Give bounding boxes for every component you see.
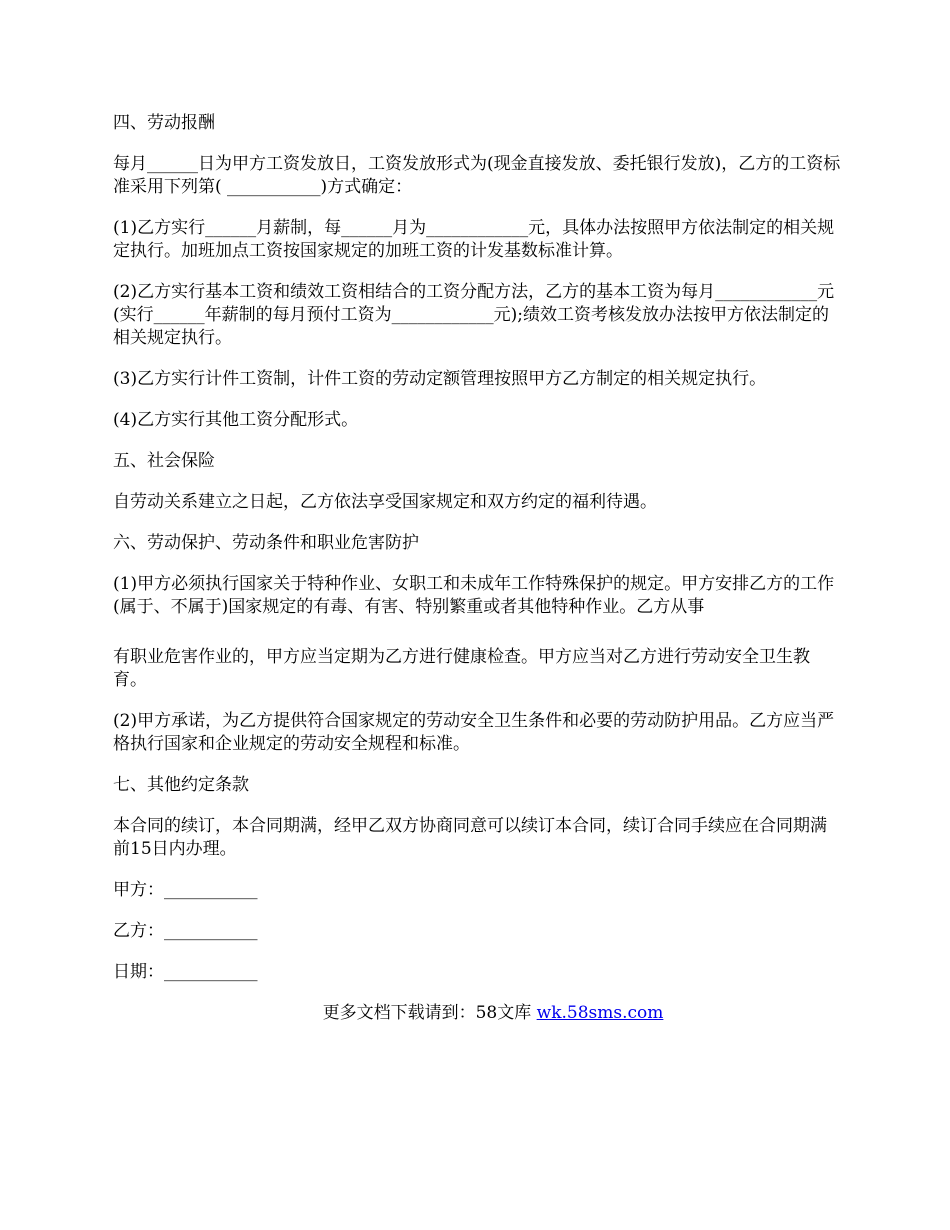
section-5-heading: 五、社会保险 xyxy=(113,451,215,471)
section-5-paragraph-1: 自劳动关系建立之日起，乙方依法享受国家规定和双方约定的福利待遇。 xyxy=(113,492,657,512)
section-4-heading: 四、劳动报酬 xyxy=(113,113,215,133)
footer-link[interactable]: wk.58sms.com xyxy=(536,1003,664,1023)
section-4-paragraph-3: (2)乙方实行基本工资和绩效工资相结合的工资分配方法，乙方的基本工资为每月____________元(实行______年薪制的每月预付工资为____________元);绩效工资考核发放办法按甲方依法制定的相关规定执行。 xyxy=(113,282,835,348)
signature-date: 日期：___________ xyxy=(113,962,258,982)
section-7-heading: 七、其他约定条款 xyxy=(113,775,249,795)
footer xyxy=(113,1002,843,1025)
section-4-paragraph-2: (1)乙方实行______月薪制，每______月为____________元，具体办法按照甲方依法制定的相关规定执行。加班加点工资按国家规定的加班工资的计发基数标准计算。 xyxy=(113,218,835,261)
section-7-paragraph-1: 本合同的续订，本合同期满，经甲乙双方协商同意可以续订本合同，续订合同手续应在合同期满前15日内办理。 xyxy=(113,816,827,859)
footer-text: 更多文档下载请到：58文库 xyxy=(322,1003,537,1023)
document-body xyxy=(113,112,843,1042)
signature-party-a: 甲方：___________ xyxy=(113,880,258,900)
section-6-paragraph-2: (2)甲方承诺，为乙方提供符合国家规定的劳动安全卫生条件和必要的劳动防护用品。乙方应当严格执行国家和企业规定的劳动安全规程和标准。 xyxy=(113,711,835,754)
signature-party-b: 乙方：___________ xyxy=(113,921,258,941)
section-4-paragraph-1: 每月______日为甲方工资发放日，工资发放形式为(现金直接发放、委托银行发放)，乙方的工资标准采用下列第( ___________)方式确定： xyxy=(113,154,841,197)
section-4-paragraph-5: (4)乙方实行其他工资分配形式。 xyxy=(113,410,359,430)
section-4-paragraph-4: (3)乙方实行计件工资制，计件工资的劳动定额管理按照甲方乙方制定的相关规定执行。 xyxy=(113,369,767,389)
section-6-paragraph-1a: (1)甲方必须执行国家关于特种作业、女职工和未成年工作特殊保护的规定。甲方安排乙方的工作(属于、不属于)国家规定的有毒、有害、特别繁重或者其他特种作业。乙方从事 xyxy=(113,574,835,617)
section-6-heading: 六、劳动保护、劳动条件和职业危害防护 xyxy=(113,533,419,553)
section-6-paragraph-1b: 有职业危害作业的，甲方应当定期为乙方进行健康检查。甲方应当对乙方进行劳动安全卫生教育。 xyxy=(113,647,810,690)
